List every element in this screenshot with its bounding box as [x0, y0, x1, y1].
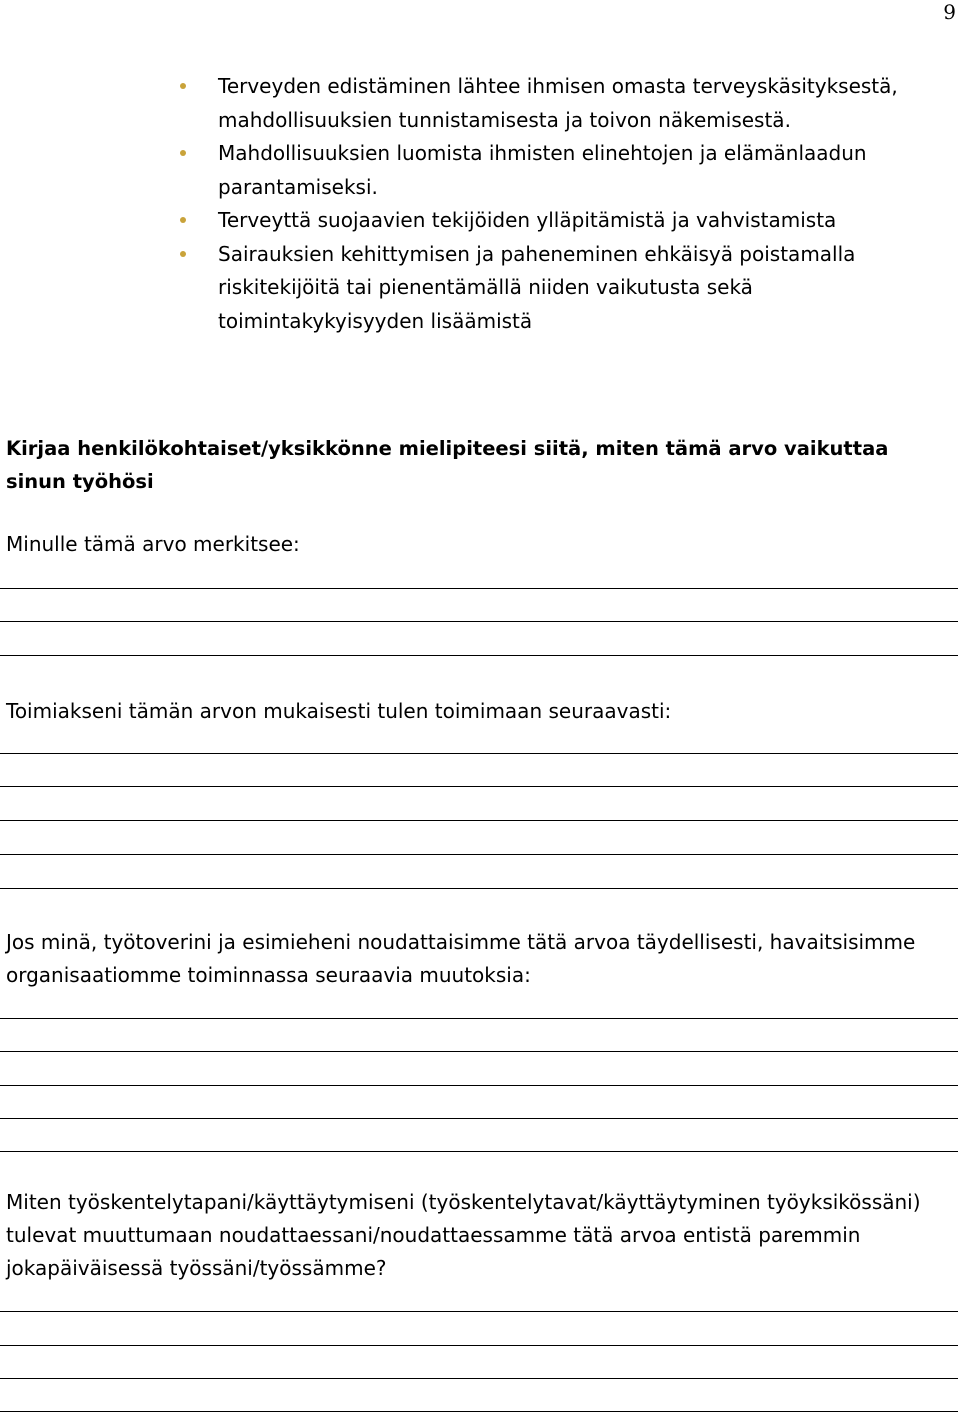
bullet-icon: [180, 150, 186, 156]
answer-line: [0, 588, 958, 589]
bullet-item: [180, 204, 920, 238]
bullet-text: Terveyttä suojaavien tekijöiden ylläpitämistä ja vahvistamista: [218, 208, 837, 232]
page-number: 9: [943, 0, 956, 24]
org-change-prompt: Jos minä, työtoverini ja esimieheni noudattaisimme tätä arvoa täydellisesti, havaitsisimme organisaatiomme toiminnassa seuraavia muutoksia:: [6, 930, 916, 987]
answer-line: [0, 786, 958, 787]
answer-line: [0, 1151, 958, 1152]
answer-line: [0, 854, 958, 855]
answer-line: [0, 1311, 958, 1312]
meaning-prompt: Minulle tämä arvo merkitsee:: [6, 532, 300, 556]
bullet-text: Mahdollisuuksien luomista ihmisten elinehtojen ja elämänlaadun parantamiseksi.: [218, 141, 867, 199]
work-change-prompt: Miten työskentelytapani/käyttäytymiseni (työskentelytavat/käyttäytyminen työyksikössäni) tulevat muuttumaan noudattaessani/noudattaessamme tätä arvoa entistä paremmin jokapäiväisessä työssäni/työssämme?: [6, 1190, 921, 1280]
answer-line: [0, 1085, 958, 1086]
answer-line: [0, 1378, 958, 1379]
answer-line: [0, 621, 958, 622]
bullet-icon: [180, 217, 186, 223]
bullet-item: [180, 238, 920, 339]
answer-line: [0, 1018, 958, 1019]
answer-line: [0, 753, 958, 754]
bullet-text: Terveyden edistäminen lähtee ihmisen omasta terveyskäsityksestä, mahdollisuuksien tunnistamisesta ja toivon näkemisestä.: [218, 74, 898, 132]
bullet-icon: [180, 83, 186, 89]
bullet-text: Sairauksien kehittymisen ja paheneminen ehkäisyä poistamalla riskitekijöitä tai pienentämällä niiden vaikutusta sekä toimintakykyisyyden lisäämistä: [218, 241, 856, 333]
answer-line: [0, 1051, 958, 1052]
answer-line: [0, 1345, 958, 1346]
answer-line: [0, 1118, 958, 1119]
bullet-icon: [180, 251, 186, 257]
answer-line: [0, 1411, 958, 1412]
instruction-heading: Kirjaa henkilökohtaiset/yksikkönne mielipiteesi siitä, miten tämä arvo vaikuttaa sinun työhösi: [6, 437, 889, 493]
answer-line: [0, 888, 958, 889]
bullet-item: [180, 137, 920, 204]
answer-line: [0, 655, 958, 656]
action-prompt: Toimiakseni tämän arvon mukaisesti tulen toimimaan seuraavasti:: [6, 699, 672, 723]
bullet-list: [180, 70, 920, 338]
bullet-item: [180, 70, 920, 137]
answer-line: [0, 820, 958, 821]
